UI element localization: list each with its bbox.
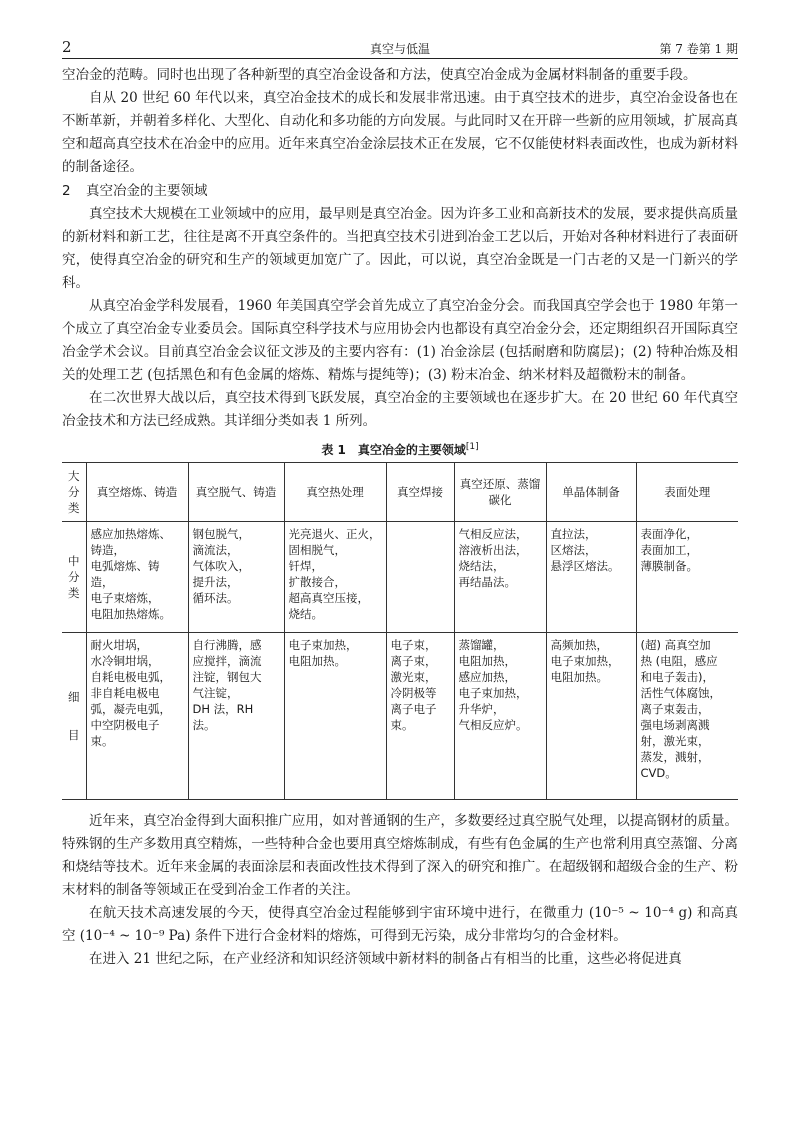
cell-text-line: 烧结。 — [288, 607, 323, 621]
cell-text-line: 离子电子 — [390, 702, 437, 716]
cell-text-line: CVD。 — [640, 766, 677, 780]
cell-text-line: 中空阴极电子 — [90, 718, 160, 732]
table-cell — [636, 522, 738, 633]
cell-text-line: 电子束， — [390, 638, 437, 652]
cell-text-line: 气相反应炉。 — [458, 718, 528, 732]
cell-text-line: 薄膜制备。 — [640, 559, 698, 573]
cell-text-line: 离子束， — [390, 654, 437, 668]
table-cell — [454, 522, 546, 633]
paragraph-continued: 空冶金的范畴。同时也出现了各种新型的真空冶金设备和方法，使真空冶金成为金属材料制备的重要手段。 — [62, 67, 697, 83]
table-cell — [284, 633, 386, 800]
cell-text-line: 气体吹入， — [192, 559, 250, 573]
cell-text-line: 滴流法， — [192, 543, 239, 557]
paragraph: 自从 20 世纪 60 年代以来，真空冶金技术的成长和发展非常迅速。由于真空技术的进步，真空冶金设备也在不断革新，并朝着多样化、大型化、自动化和多功能的方向发展。与此同时又在开辟一些新的应用领域，扩展高真空和超高真空技术在冶金中的应用。近年来真空冶金涂层技术正在发展，它不仅能使材料表面改性，也成为新材料的制备途径。 — [62, 90, 738, 175]
cell-text-line: 应搅拌，滴流 — [192, 654, 262, 668]
paragraph: 近年来，真空冶金得到大面积推广应用，如对普通钢的生产，多数要经过真空脱气处理，以提高钢材的质量。特殊钢的生产多数用真空精炼，一些特种合金也要用真空熔炼制成，有些有色金属的生产也常利用真空蒸馏、分离和烧结等技术。近年来金属的表面涂层和表面改性技术得到了深入的研究和推广。在超级钢和超级合金的生产、粉末材料的制备等领域正在受到冶金工作者的关注。 — [62, 813, 738, 898]
cell-text-line: 冷阴极等 — [390, 686, 437, 700]
column-header: 真空脱气、铸造 — [188, 463, 284, 522]
cell-text-line: 电子束加热， — [288, 638, 358, 652]
table-row-detail — [62, 633, 738, 800]
cell-text-line: 光亮退火、正火， — [288, 527, 381, 541]
column-header: 单晶体制备 — [546, 463, 636, 522]
cell-text-line: 循环法。 — [192, 591, 239, 605]
cell-text-line: 区熔法， — [550, 543, 597, 557]
cell-text-line: 造， — [90, 575, 114, 589]
cell-text-line: 自耗电极电弧， — [90, 670, 171, 684]
cell-text-line: 直拉法， — [550, 527, 597, 541]
journal-title: 真空与低温 — [369, 42, 430, 56]
paragraph: 在航天技术高速发展的今天，使得真空冶金过程能够到宇宙环境中进行，在微重力 (10⁻⁵ ~ 10⁻⁴ g) 和高真空 (10⁻⁴ ~ 10⁻⁹ Pa) 条件下进行合金材料的熔炼，可得到无污染，成分非常均匀的合金材料。 — [62, 905, 738, 944]
cell-text-line: 热 (电阻，感应 — [640, 654, 718, 668]
cell-text-line: 烧结法， — [458, 559, 505, 573]
section-title: 真空冶金的主要领域 — [86, 183, 208, 199]
table-cell — [546, 522, 636, 633]
row-label: 细 目 — [62, 633, 86, 800]
table-cell — [636, 633, 738, 800]
cell-text-line: 升华炉， — [458, 702, 505, 716]
cell-text-line: 电阻加热。 — [550, 670, 608, 684]
section-heading — [62, 179, 738, 203]
cell-text-line: 注锭，钢包大 — [192, 670, 262, 684]
row-label: 中 分 类 — [62, 522, 86, 633]
column-header: 真空焊接 — [386, 463, 454, 522]
cell-text-line: (超) 高真空加 — [640, 638, 711, 652]
cell-text-line: 电子束加热， — [550, 654, 620, 668]
table-caption — [62, 437, 738, 460]
cell-text-line: 离子束轰击， — [640, 702, 710, 716]
cell-text-line: 强电场剥离溅 — [640, 718, 710, 732]
cell-text-line: 耐火坩埚， — [90, 638, 148, 652]
corner-cell: 大 分 类 — [62, 463, 86, 522]
table-cell — [86, 522, 188, 633]
paragraph: 从真空冶金学科发展看，1960 年美国真空学会首先成立了真空冶金分会。而我国真空学会也于 1980 年第一个成立了真空冶金专业委员会。国际真空科学技术与应用协会内也都设有真空冶金分会，还定期组织召开国际真空冶金学术会议。目前真空冶金会议征文涉及的主要内容有：(1) 冶金涂层 (包括耐磨和防腐层)；(2) 特种冶炼及相关的处理工艺 (包括黑色和有色金属的熔炼、精炼与提纯等)；(3) 粉末冶金、纳米材料及超微粉末的制备。 — [62, 298, 738, 383]
table-cell — [386, 633, 454, 800]
cell-text-line: 溶液析出法， — [458, 543, 528, 557]
cell-text-line: 气相反应法， — [458, 527, 528, 541]
cell-text-line: 束。 — [390, 718, 414, 732]
paragraph: 真空技术大规模在工业领域中的应用，最早则是真空冶金。因为许多工业和高新技术的发展，要求提供高质量的新材料和新工艺，往往是离不开真空条件的。当把真空技术引进到冶金工艺以后，开始对各种材料进行了表面研究，使得真空冶金的研究和生产的领域更加宽广了。因此，可以说，真空冶金既是一门古老的又是一门新兴的学科。 — [62, 206, 738, 291]
column-header: 真空热处理 — [284, 463, 386, 522]
cell-text-line: 感应加热熔炼、 — [90, 527, 171, 541]
page-number: 2 — [62, 38, 72, 56]
cell-text-line: 气注锭， — [192, 686, 239, 700]
column-header: 真空还原、蒸馏碳化 — [454, 463, 546, 522]
table-cell — [454, 633, 546, 800]
cell-text-line: 电阻加热。 — [288, 654, 346, 668]
cell-text-line: 悬浮区熔法。 — [550, 559, 620, 573]
article-body — [62, 64, 738, 971]
cell-text-line: 激光束， — [390, 670, 437, 684]
cell-text-line: 表面加工， — [640, 543, 698, 557]
column-header: 真空熔炼、铸造 — [86, 463, 188, 522]
table-caption-text: 表 1 真空冶金的主要领域 — [321, 443, 466, 457]
section-number: 2 — [62, 183, 71, 199]
cell-text-line: 提升法， — [192, 575, 239, 589]
paragraph: 在二次世界大战以后，真空技术得到飞跃发展，真空冶金的主要领域也在逐步扩大。在 20 世纪 60 年代真空冶金技术和方法已经成熟。其详细分类如表 1 所列。 — [62, 390, 738, 429]
cell-text-line: 电子束熔炼， — [90, 591, 160, 605]
table-caption-ref: [1] — [465, 442, 479, 452]
cell-text-line: 铸造， — [90, 543, 125, 557]
column-header: 表面处理 — [636, 463, 738, 522]
cell-text-line: 电子束加热， — [458, 686, 528, 700]
cell-text-line: 自行沸腾，感 — [192, 638, 262, 652]
table-cell — [546, 633, 636, 800]
cell-text-line: 束。 — [90, 734, 114, 748]
cell-text-line: 蒸发，溅射， — [640, 750, 710, 764]
cell-text-line: 钎焊， — [288, 559, 323, 573]
issue-label: 第 7 卷第 1 期 — [659, 42, 738, 56]
cell-text-line: 弧，凝壳电弧， — [90, 702, 171, 716]
vacuum-metallurgy-table — [62, 462, 738, 800]
text-after-table — [62, 810, 738, 971]
cell-text-line: 超高真空压接， — [288, 591, 369, 605]
cell-text-line: 高频加热， — [550, 638, 608, 652]
cell-text-line: DH 法，RH 法。 — [192, 702, 254, 732]
cell-text-line: 非自耗电极电 — [90, 686, 160, 700]
cell-text-line: 和电子轰击)， — [640, 670, 714, 684]
cell-text-line: 水冷铜坩埚， — [90, 654, 160, 668]
table-row-mid-category — [62, 522, 738, 633]
cell-text-line: 电阻加热熔炼。 — [90, 607, 171, 621]
cell-text-line: 电阻加热， — [458, 654, 516, 668]
cell-text-line: 再结晶法。 — [458, 575, 516, 589]
cell-text-line: 蒸馏罐， — [458, 638, 505, 652]
cell-text-line: 固相脱气， — [288, 543, 346, 557]
cell-text-line: 扩散接合， — [288, 575, 346, 589]
table-cell — [188, 522, 284, 633]
table-cell-empty — [386, 522, 454, 633]
cell-text-line: 活性气体腐蚀， — [640, 686, 721, 700]
cell-text-line: 电弧熔炼、铸 — [90, 559, 160, 573]
table-cell — [86, 633, 188, 800]
cell-text-line: 射，激光束， — [640, 734, 710, 748]
cell-text-line: 钢包脱气， — [192, 527, 250, 541]
table-cell — [284, 522, 386, 633]
cell-text-line: 感应加热， — [458, 670, 516, 684]
table-cell — [188, 633, 284, 800]
paragraph-truncated: 在进入 21 世纪之际，在产业经济和知识经济领域中新材料的制备占有相当的比重，这些必将促进真 — [89, 951, 682, 967]
table-header-row — [62, 463, 738, 522]
cell-text-line: 表面净化， — [640, 527, 698, 541]
running-header — [62, 36, 738, 59]
